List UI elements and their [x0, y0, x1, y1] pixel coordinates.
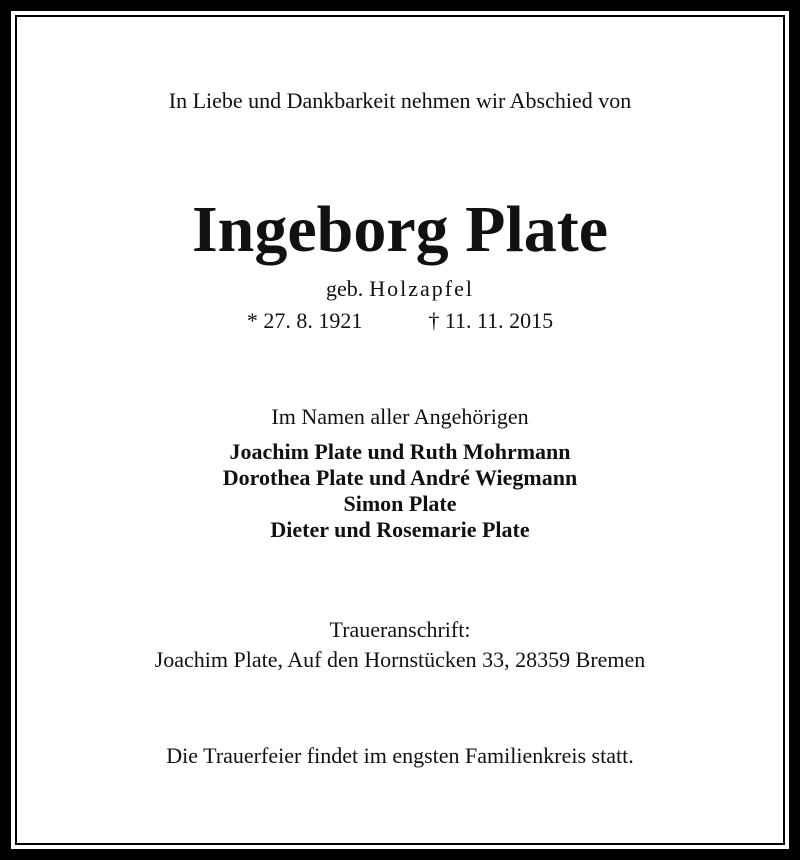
intro-text: In Liebe und Dankbarkeit nehmen wir Abschied von	[168, 88, 632, 113]
mourner-name: Simon Plate	[343, 491, 457, 516]
death-date: † 11. 11. 2015	[428, 308, 554, 333]
mourner-name: Dieter und Rosemarie Plate	[270, 517, 530, 542]
maiden-name-line	[0, 274, 800, 304]
deceased-name: Ingeborg Plate	[191, 193, 609, 266]
address-label: Traueranschrift:	[329, 617, 471, 642]
mourners-list	[0, 439, 800, 543]
family-intro-text: Im Namen aller Angehörigen	[271, 404, 529, 429]
life-dates	[0, 306, 800, 336]
maiden-surname: Holzapfel	[369, 276, 474, 301]
birth-date: * 27. 8. 1921	[246, 308, 363, 333]
closing-note: Die Trauerfeier findet im engsten Familienkreis statt.	[166, 743, 634, 768]
mourner-name: Dorothea Plate und André Wiegmann	[222, 465, 578, 490]
maiden-prefix: geb.	[326, 276, 364, 301]
mourner-name: Joachim Plate und Ruth Mohrmann	[229, 439, 571, 464]
mourning-address: Joachim Plate, Auf den Hornstücken 33, 28359 Bremen	[154, 647, 646, 672]
